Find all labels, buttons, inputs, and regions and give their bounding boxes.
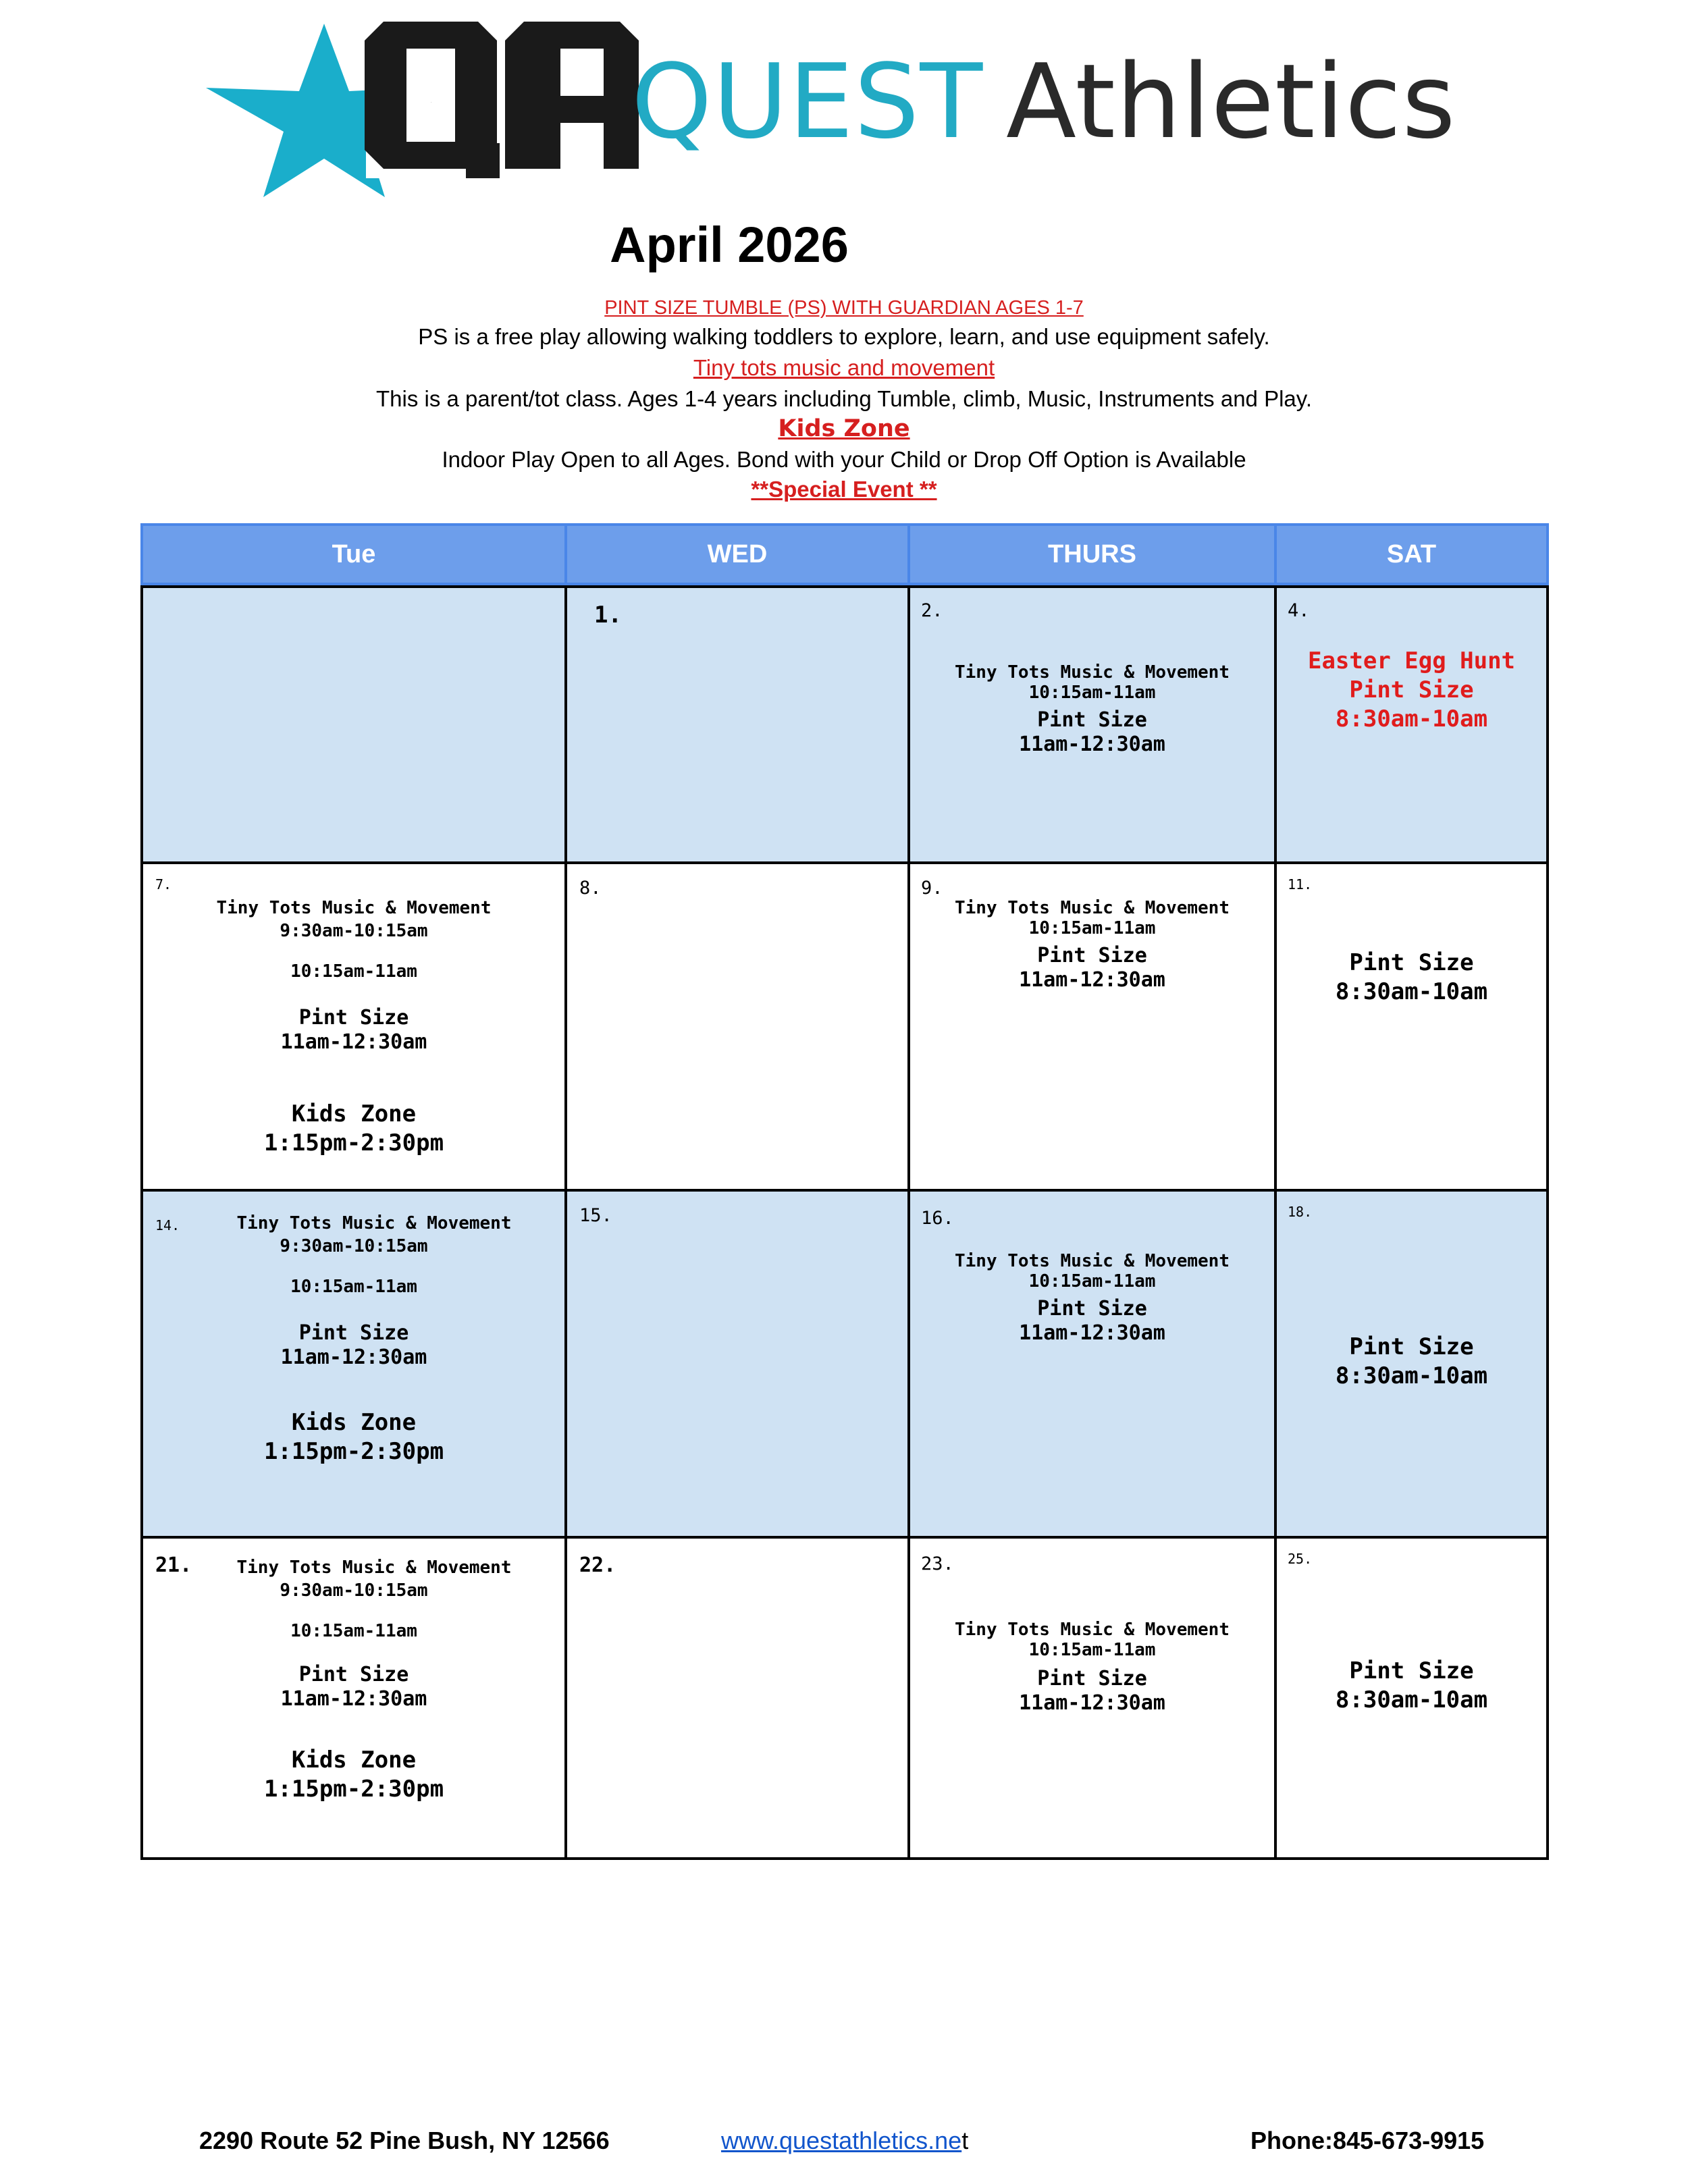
- footer-phone: Phone:845-673-9915: [1250, 2127, 1485, 2154]
- special-event-heading: **Special Event **: [751, 477, 937, 502]
- pint-size-label: Pint Size: [1349, 676, 1474, 703]
- pint-size-label: Pint Size: [1037, 708, 1147, 732]
- pint-size-label: Pint Size: [298, 1663, 409, 1686]
- tiny-tots-label: Tiny Tots Music & Movement: [955, 898, 1230, 918]
- day-number: 21.: [155, 1553, 192, 1577]
- day-cell-15: [564, 1189, 910, 1539]
- tiny-tots-label: Tiny Tots Music & Movement: [955, 1251, 1230, 1271]
- header-tue: Tue: [140, 523, 567, 585]
- kids-zone-description: Indoor Play Open to all Ages. Bond with your Child or Drop Off Option is Available: [442, 447, 1246, 472]
- day-cell-7: [140, 861, 567, 1192]
- tiny-tots-description: This is a parent/tot class. Ages 1-4 years including Tumble, climb, Music, Instruments and Play.: [376, 386, 1312, 411]
- kids-zone-time: 1:15pm-2:30pm: [263, 1776, 444, 1803]
- day-cell-9: [907, 861, 1277, 1192]
- pint-size-label: Pint Size: [1349, 1657, 1474, 1684]
- day-number: 22.: [579, 1553, 616, 1577]
- day-number: 1.: [594, 602, 622, 629]
- day-cell-4: [1274, 585, 1549, 864]
- day-cell-2: [907, 585, 1277, 864]
- tiny-tots-label: Tiny Tots Music & Movement: [955, 662, 1230, 683]
- session-time: 10:15am-11am: [290, 1621, 417, 1641]
- pint-size-time: 8:30am-10am: [1335, 1686, 1488, 1713]
- day-number: 8.: [579, 878, 602, 899]
- day-cell-23: [907, 1536, 1277, 1860]
- tiny-tots-label: Tiny Tots Music & Movement: [236, 1557, 512, 1578]
- website-link[interactable]: www.questathletics.ne: [721, 2127, 962, 2154]
- pint-size-label: Pint Size: [1349, 1333, 1474, 1360]
- pint-size-time: 8:30am-10am: [1335, 978, 1488, 1005]
- day-number: 18.: [1288, 1204, 1313, 1220]
- day-cell-1: [564, 585, 910, 864]
- tiny-tots-time: 10:15am-11am: [1028, 918, 1156, 938]
- website-tail: t: [961, 2127, 969, 2154]
- kids-zone-label: Kids Zone: [291, 1100, 417, 1127]
- page-title: April 2026: [610, 217, 849, 273]
- footer-website[interactable]: [721, 2127, 968, 2155]
- pint-size-label: Pint Size: [1349, 949, 1474, 976]
- pint-size-time: 8:30am-10am: [1335, 705, 1488, 733]
- day-cell-21: [140, 1536, 567, 1860]
- calendar-grid: [140, 523, 1549, 1860]
- tiny-tots-label: Tiny Tots Music & Movement: [216, 898, 492, 918]
- day-number: 15.: [579, 1205, 612, 1226]
- qa-monogram-icon: [365, 22, 648, 187]
- header-thurs: THURS: [907, 523, 1277, 585]
- day-number: 23.: [921, 1553, 954, 1574]
- session-time: 10:15am-11am: [290, 1277, 417, 1297]
- day-cell-18: [1274, 1189, 1549, 1539]
- day-number: 2.: [921, 600, 943, 621]
- day-number: 25.: [1288, 1551, 1313, 1567]
- day-cell-14: [140, 1189, 567, 1539]
- day-number: 4.: [1288, 600, 1310, 621]
- pint-size-time: 8:30am-10am: [1335, 1362, 1488, 1389]
- day-cell-empty: [140, 585, 567, 864]
- kids-zone-time: 1:15pm-2:30pm: [263, 1438, 444, 1465]
- tiny-tots-label: Tiny Tots Music & Movement: [955, 1620, 1230, 1640]
- pint-size-time: 11am-12:30am: [1019, 733, 1165, 756]
- pint-size-label: Pint Size: [1037, 1297, 1147, 1321]
- pint-size-time: 11am-12:30am: [280, 1030, 427, 1054]
- logo-athletics-text: Athletics: [1006, 42, 1456, 161]
- tiny-tots-label: Tiny Tots Music & Movement: [236, 1213, 512, 1233]
- pint-size-label: Pint Size: [1037, 1667, 1147, 1690]
- footer-address: 2290 Route 52 Pine Bush, NY 12566: [199, 2127, 610, 2154]
- tiny-tots-time: 10:15am-11am: [1028, 683, 1156, 703]
- tiny-tots-time: 10:15am-11am: [1028, 1640, 1156, 1660]
- quest-athletics-logo: [199, 20, 1482, 199]
- header-wed: WED: [564, 523, 910, 585]
- pint-size-time: 11am-12:30am: [1019, 1321, 1165, 1345]
- tiny-tots-heading: Tiny tots music and movement: [693, 355, 995, 380]
- pint-size-description: PS is a free play allowing walking toddlers to explore, learn, and use equipment safely.: [418, 324, 1270, 349]
- tiny-tots-time: 10:15am-11am: [1028, 1271, 1156, 1291]
- day-cell-8: [564, 861, 910, 1192]
- day-number: 9.: [921, 878, 943, 899]
- tiny-tots-time: 9:30am-10:15am: [280, 921, 428, 941]
- logo-quest-text: QUEST: [631, 42, 984, 161]
- day-cell-25: [1274, 1536, 1549, 1860]
- pint-size-time: 11am-12:30am: [1019, 1691, 1165, 1715]
- day-cell-11: [1274, 861, 1549, 1192]
- pint-size-time: 11am-12:30am: [280, 1346, 427, 1369]
- kids-zone-heading: Kids Zone: [778, 415, 910, 442]
- kids-zone-time: 1:15pm-2:30pm: [263, 1129, 444, 1156]
- pint-size-time: 11am-12:30am: [280, 1687, 427, 1711]
- day-number: 16.: [921, 1208, 954, 1229]
- day-number: 14.: [155, 1217, 180, 1233]
- day-cell-22: [564, 1536, 910, 1860]
- pint-size-label: Pint Size: [298, 1006, 409, 1030]
- pint-size-label: Pint Size: [1037, 944, 1147, 967]
- pint-size-time: 11am-12:30am: [1019, 968, 1165, 992]
- day-number: 11.: [1288, 876, 1313, 893]
- header-sat: SAT: [1274, 523, 1549, 585]
- day-cell-16: [907, 1189, 1277, 1539]
- session-time: 10:15am-11am: [290, 961, 417, 982]
- pint-size-label: Pint Size: [298, 1321, 409, 1345]
- tiny-tots-time: 9:30am-10:15am: [280, 1580, 428, 1601]
- day-number: 7.: [155, 876, 172, 893]
- pint-size-heading: PINT SIZE TUMBLE (PS) WITH GUARDIAN AGES 1-7: [604, 297, 1084, 319]
- tiny-tots-time: 9:30am-10:15am: [280, 1236, 428, 1256]
- kids-zone-label: Kids Zone: [291, 1747, 417, 1774]
- easter-egg-hunt-label: Easter Egg Hunt: [1307, 647, 1516, 674]
- kids-zone-label: Kids Zone: [291, 1409, 417, 1436]
